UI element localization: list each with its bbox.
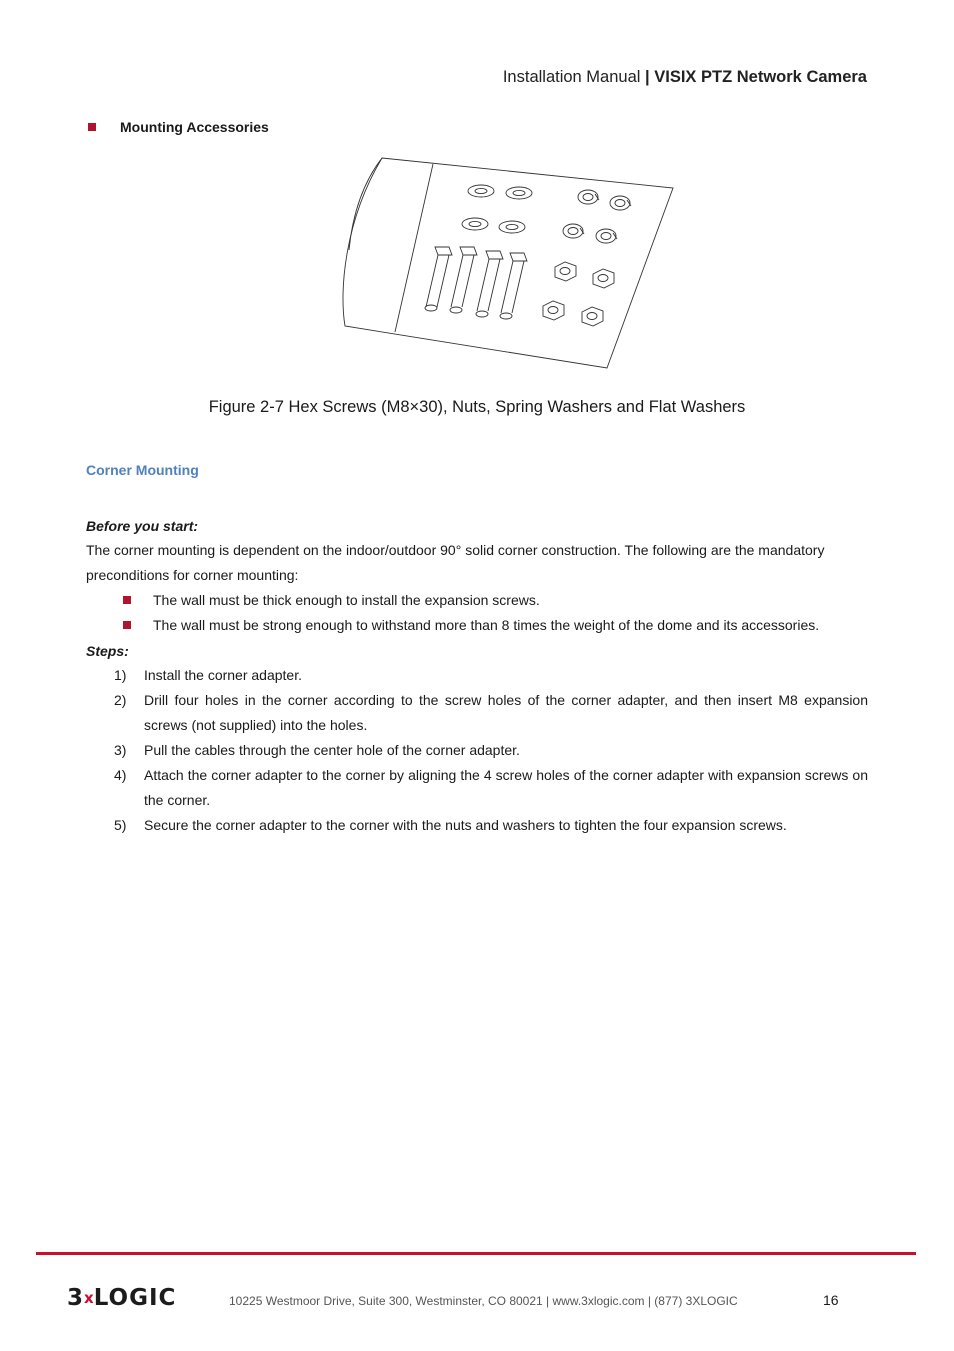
hex-nuts xyxy=(543,262,614,326)
step-number: 2) xyxy=(114,692,127,708)
header-separator: | xyxy=(645,68,650,86)
list-item xyxy=(114,663,868,688)
logo-part-3: 3 xyxy=(67,1285,85,1311)
step-text: Pull the cables through the center hole of the corner adapter. xyxy=(144,742,520,758)
list-item xyxy=(120,613,880,638)
square-bullet-icon xyxy=(123,621,131,629)
list-item xyxy=(114,813,868,838)
mounting-accessories-illustration xyxy=(335,150,680,375)
running-header xyxy=(503,68,867,87)
logo-part-logic: LOGIC xyxy=(93,1285,177,1311)
figure-caption: Figure 2-7 Hex Screws (M8×30), Nuts, Spring Washers and Flat Washers xyxy=(208,398,746,416)
step-number: 5) xyxy=(114,817,127,833)
precondition-text: The wall must be thick enough to install the expansion screws. xyxy=(153,592,540,608)
corner-mounting-heading: Corner Mounting xyxy=(86,462,199,478)
page-number: 16 xyxy=(823,1292,839,1308)
precondition-list xyxy=(120,588,880,638)
list-item xyxy=(120,588,880,613)
header-product-name: VISIX PTZ Network Camera xyxy=(654,68,867,86)
footer-address: 10225 Westmoor Drive, Suite 300, Westminster, CO 80021 | www.3xlogic.com | (877) 3XLOGIC xyxy=(229,1294,738,1308)
corner-intro-paragraph: The corner mounting is dependent on the indoor/outdoor 90° solid corner construction. The following are the mandatory preconditions for corner mounting: xyxy=(86,542,825,583)
logo-part-x: x xyxy=(84,1289,94,1307)
steps-label: Steps: xyxy=(86,643,129,659)
steps-list xyxy=(114,663,868,838)
flat-washers xyxy=(462,185,532,233)
company-logo xyxy=(67,1285,176,1311)
square-bullet-icon xyxy=(123,596,131,604)
step-text: Install the corner adapter. xyxy=(144,667,302,683)
step-text: Attach the corner adapter to the corner by aligning the 4 screw holes of the corner adapter with expansion screws on the corner. xyxy=(144,767,868,808)
bag-fold-line xyxy=(349,158,382,250)
step-text: Secure the corner adapter to the corner with the nuts and washers to tighten the four expansion screws. xyxy=(144,817,787,833)
step-text: Drill four holes in the corner according to the screw holes of the corner adapter, and then insert M8 expansion screws (not supplied) into the holes. xyxy=(144,692,868,733)
step-number: 4) xyxy=(114,767,127,783)
spring-washers xyxy=(563,190,631,243)
list-item xyxy=(114,688,868,738)
section-title: Mounting Accessories xyxy=(120,119,269,135)
step-number: 1) xyxy=(114,667,127,683)
square-bullet-icon xyxy=(88,123,96,131)
hex-screws xyxy=(425,247,527,319)
precondition-text: The wall must be strong enough to withstand more than 8 times the weight of the dome and its accessories. xyxy=(153,617,820,633)
list-item xyxy=(114,738,868,763)
before-you-start-label: Before you start: xyxy=(86,518,199,534)
step-number: 3) xyxy=(114,742,127,758)
bag-seal-line xyxy=(395,164,433,332)
footer-divider xyxy=(36,1252,916,1255)
list-item xyxy=(114,763,868,813)
header-manual-title: Installation Manual xyxy=(502,68,641,86)
